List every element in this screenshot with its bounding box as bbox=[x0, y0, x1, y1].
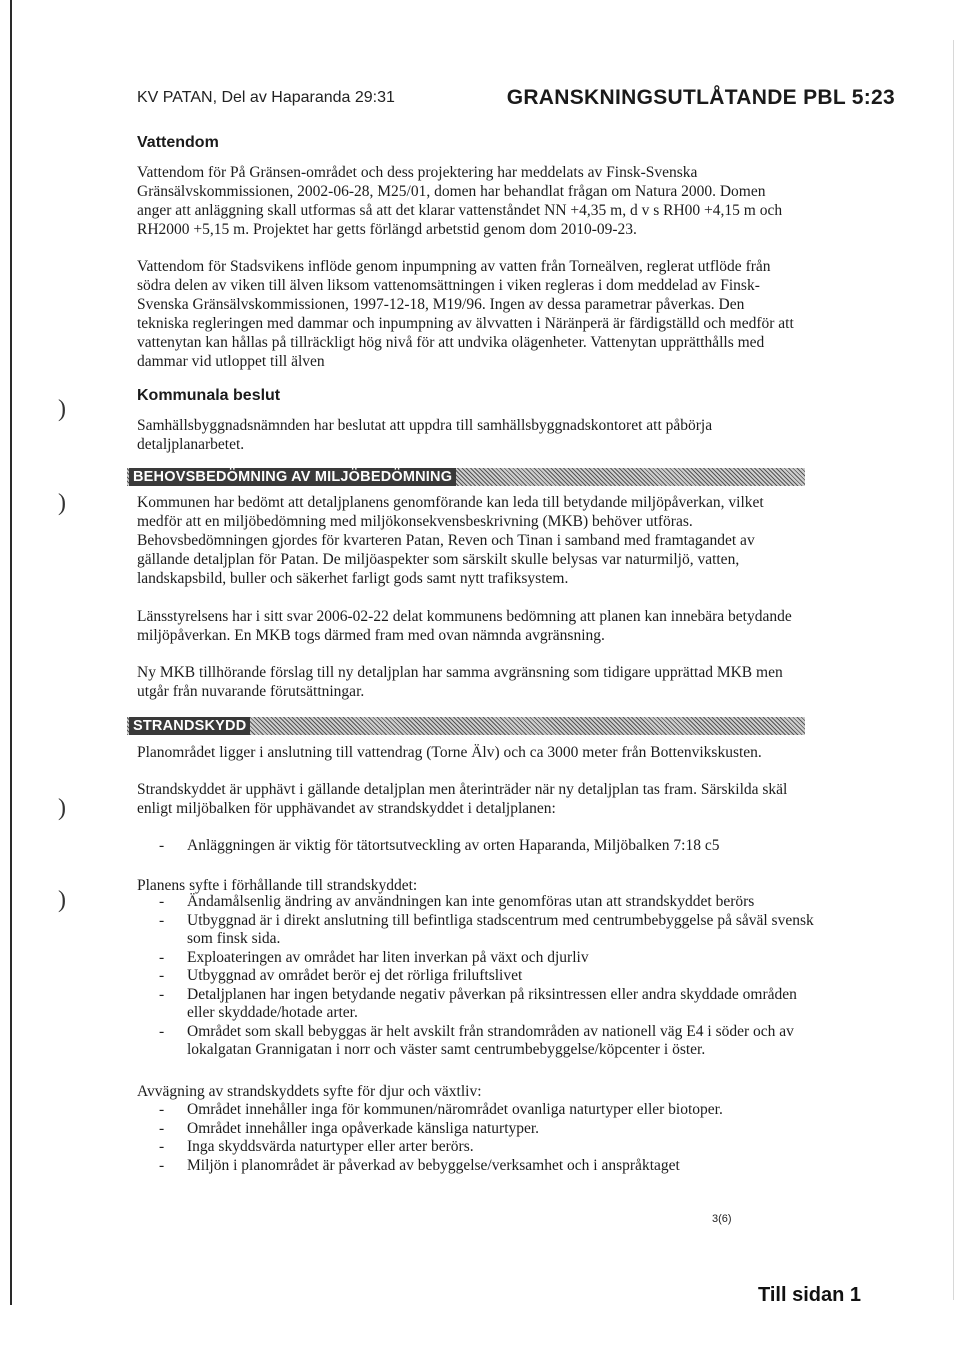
bullet-list bbox=[137, 1101, 817, 1175]
document-reference: KV PATAN, Del av Haparanda 29:31 bbox=[137, 89, 395, 106]
list-dash: - bbox=[159, 911, 165, 929]
list-item: - Området innehåller inga för kommunen/närområdet ovanliga naturtyper eller biotoper. bbox=[159, 1101, 723, 1118]
page-edge-line bbox=[953, 40, 954, 1300]
paragraph: Vattendom för Stadsvikens inflöde genom inpumpning av vatten från Torneälven, reglerat utflöde från södra delen av viken till älven liksom vattenomsättningen i viken regleras i dom meddelad av Finsk-Svenska Gränsälvskommissionen, 1997-12-18, M19/96. Ingen av dessa parametrar påverkas. Den tekniska regleringen med dammar och inpumpning av älvvatten i Näränperä är färdigställd och medför att vattenytan kan hållas på tillräckligt hög nivå för att undvika olägenheter. Vattenytan upprätthålls med dammar vid utloppet till älven bbox=[137, 258, 794, 370]
list-dash: - bbox=[159, 948, 165, 966]
list-dash: - bbox=[159, 1022, 165, 1040]
list-dash: - bbox=[159, 985, 165, 1003]
section-heading-vattendom: Vattendom bbox=[137, 134, 219, 151]
list-item: - Detaljplanen har ingen betydande negativ påverkan på riksintressen eller andra skyddade områden eller skyddade/hotade arter. bbox=[159, 985, 797, 1021]
document-title: GRANSKNINGSUTLÅTANDE PBL 5:23 bbox=[506, 86, 895, 109]
paragraph: Strandskyddet är upphävt i gällande detaljplan men återinträder när ny detaljplan tas fram. Särskilda skäl enligt miljöbalken för upphävandet av strandskyddet i detaljplanen: bbox=[137, 781, 788, 817]
section-banner-strandskydd bbox=[127, 717, 805, 735]
paragraph: Länsstyrelsens har i sitt svar 2006-02-22 delat kommunens bedömning att planen kan innebära betydande miljöpåverkan. En MKB togs därmed fram med ovan nämnda avgränsning. bbox=[137, 608, 792, 644]
paragraph: Vattendom för På Gränsen-området och dess projektering har meddelats av Finsk-Svenska Gränsälvskommissionen, 2002-06-28, M25/01, domen har behandlat frågan om Natura 2000. Domen anger att anläggning skall utformas så att det klarar vattenståndet NN +4,35 m, d v s RH00 +4,15 m och RH2000 +5,15 m. Projektet har getts förlängd arbetstid genom dom 2010-09-23. bbox=[137, 164, 783, 238]
list-dash: - bbox=[159, 837, 165, 854]
punch-hole-mark: ) bbox=[58, 795, 66, 821]
list-item: - Anläggningen är viktig för tätortsutveckling av orten Haparanda, Miljöbalken 7:18 c5 bbox=[159, 837, 720, 854]
list-item: - Området innehåller inga opåverkade känsliga naturtyper. bbox=[159, 1119, 540, 1137]
page-number: 3(6) bbox=[712, 1213, 732, 1225]
section-banner-label: BEHOVSBEDÖMNING AV MILJÖBEDÖMNING bbox=[129, 468, 456, 486]
paragraph: Planområdet ligger i anslutning till vattendrag (Torne Älv) och ca 3000 meter från Bottenvikskusten. bbox=[137, 744, 762, 761]
punch-hole-mark: ) bbox=[58, 396, 66, 422]
list-item: - Miljön i planområdet är påverkad av bebyggelse/verksamhet och i anspråktaget bbox=[159, 1156, 680, 1174]
paragraph: Ny MKB tillhörande förslag till ny detaljplan har samma avgränsning som tidigare upprättad MKB men utgår från nuvarande förutsättningar. bbox=[137, 664, 783, 700]
list-dash: - bbox=[159, 1101, 165, 1118]
paragraph: Kommunen har bedömt att detaljplanens genomförande kan leda till betydande miljöpåverkan, vilket medför att en miljöbedömning med miljökonsekvensbeskrivning (MKB) behöver utföras. Behovsbedömningen gjordes för kvarteren Patan, Reven och Tinan i samband med framtagandet av gällande detaljplan för Patan. De miljöaspekter som särskilt skulle belysas var naturmiljö, vatten, landskapsbild, buller och säkerhet farligt gods samt nytt trafiksystem. bbox=[137, 494, 764, 587]
list-item: - Utbyggnad av området berör ej det rörliga friluftslivet bbox=[159, 967, 523, 984]
list-dash: - bbox=[159, 1156, 165, 1174]
list-item: - Området som skall bebyggas är helt avskilt från strandområden av nationell väg E4 i söder och av lokalgatan Grannigatan i norr och väster samt centrumbebyggelse/köpcenter i öster. bbox=[159, 1022, 794, 1058]
section-banner-label: STRANDSKYDD bbox=[129, 717, 250, 735]
section-heading-kommunala-beslut: Kommunala beslut bbox=[137, 387, 281, 404]
back-to-page-1-link[interactable]: Till sidan 1 bbox=[758, 1284, 861, 1306]
punch-hole-mark: ) bbox=[58, 887, 66, 913]
punch-hole-mark: ) bbox=[58, 490, 66, 516]
list-dash: - bbox=[159, 893, 165, 910]
list-dash: - bbox=[159, 1119, 165, 1137]
paragraph: Avvägning av strandskyddets syfte för djur och växtliv: bbox=[137, 1083, 482, 1100]
list-item: - Utbyggnad är i direkt anslutning till befintliga stadscentrum med centrumbebyggelse på såväl svensk som finsk sida. bbox=[159, 911, 814, 947]
list-dash: - bbox=[159, 1138, 165, 1155]
paragraph: Samhällsbyggnadsnämnden har beslutat att uppdra till samhällsbyggnadskontoret att påbörja detaljplanarbetet. bbox=[137, 417, 713, 453]
binder-edge-line bbox=[10, 0, 12, 1305]
bullet-list bbox=[137, 893, 817, 1060]
list-item: - Exploateringen av området har liten inverkan på växt och djurliv bbox=[159, 948, 589, 966]
paragraph: Planens syfte i förhållande till strandskyddet: bbox=[137, 877, 418, 894]
list-dash: - bbox=[159, 967, 165, 984]
section-banner-behovsbedomning bbox=[127, 468, 805, 486]
list-item: - Ändamålsenlig ändring av användningen kan inte genomföras utan att strandskyddet berörs bbox=[159, 893, 755, 910]
list-item: - Inga skyddsvärda naturtyper eller arter berörs. bbox=[159, 1138, 474, 1155]
bullet-list bbox=[137, 837, 817, 856]
